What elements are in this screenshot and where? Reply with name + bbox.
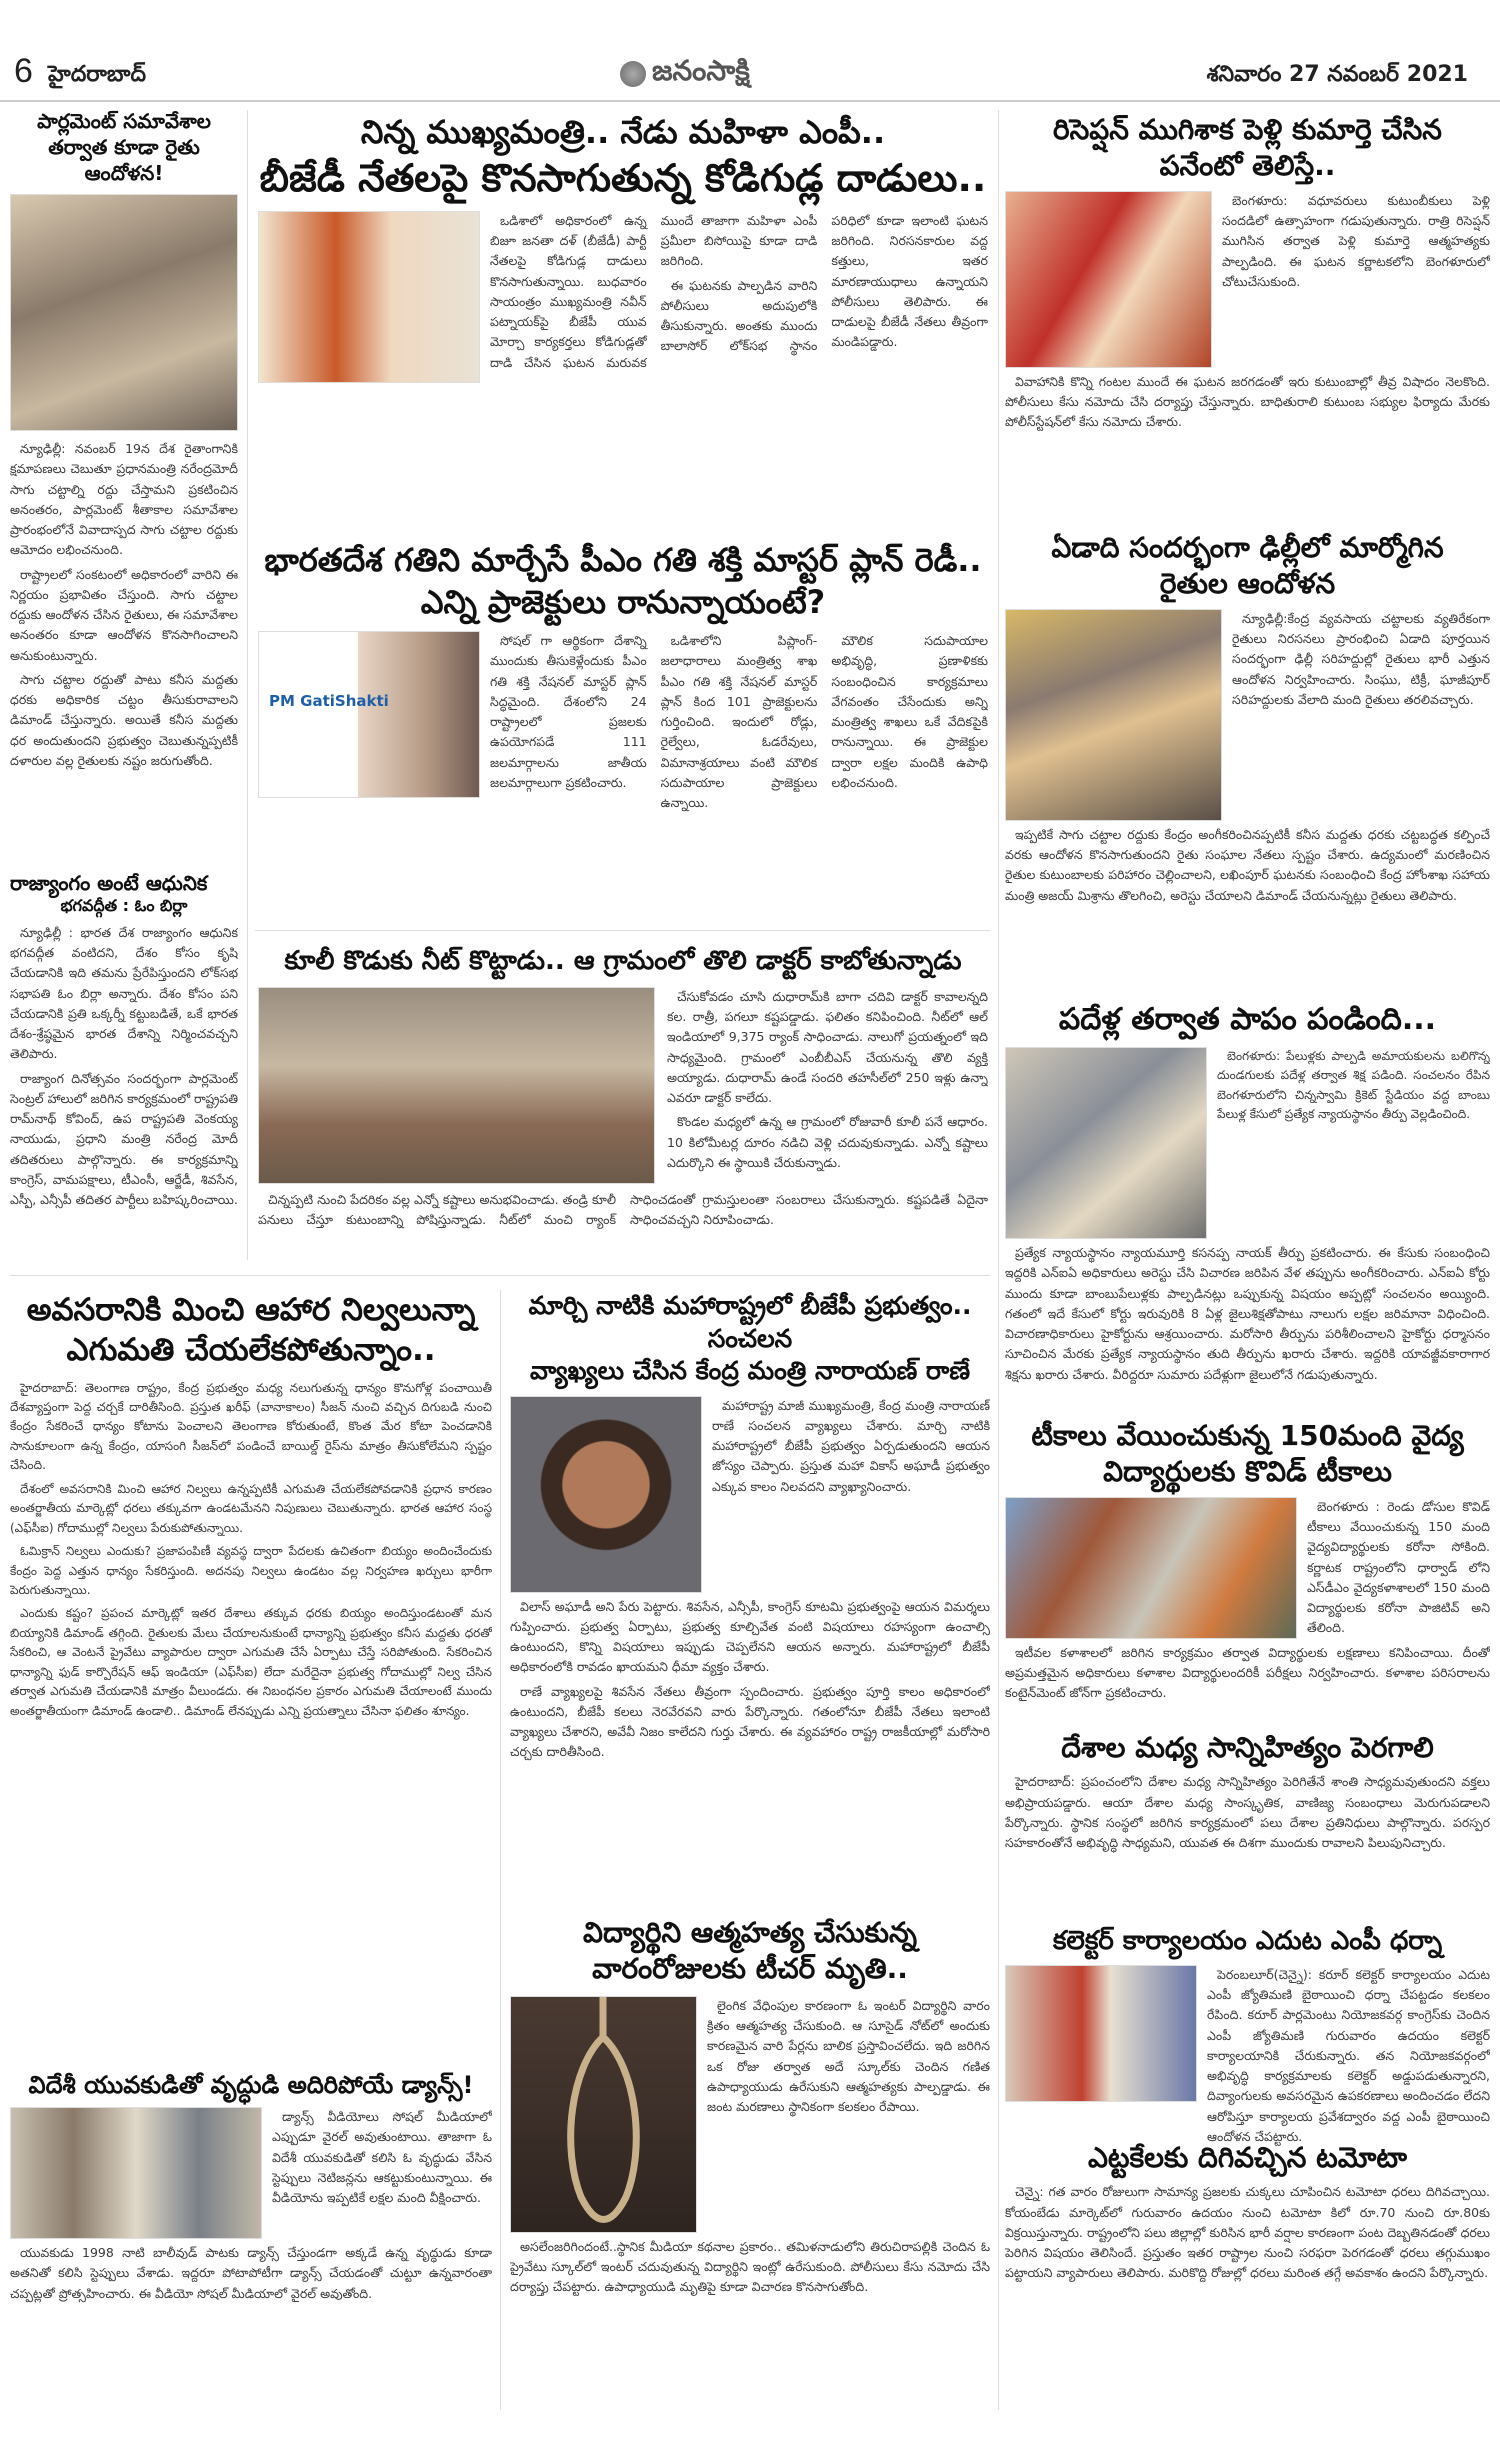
paragraph: బెంగళూరు: వధూవరులు కుటుంబీకులు పెళ్లి సందడిలో ఉత్సాహంగా గడుపుతున్నారు. రాత్రి రిసెప్షన్ ముగిసిన తర్వాత పెళ్లి కుమార్తె ఆత్మహత్యకు పాల్పడింది. ఈ ఘటన కర్ణాటకలోని బెంగళూరులో చోటుచేసుకుంది.: [1222, 192, 1490, 289]
paper-name: జనంసాక్షి: [652, 54, 750, 87]
mp-photo: [258, 211, 480, 383]
page-header: [0, 40, 1500, 102]
paragraph: ఓమిక్రాన్ నిల్వలు ఎందుకు? ప్రజాపంపిణీ వ్యవస్థ ద్వారా పేదలకు ఉచితంగా బియ్యం అందించేందుకు కేంద్రం పెద్ద ఎత్తున ధాన్యం సేకరిస్తుంది. అదనపు నిల్వలు ఉండటం వల్ల నిర్వహణ ఖర్చులు భారీగా పెరుగుతున్నాయి.: [10, 1544, 492, 1597]
article-body-continued: [1005, 825, 1490, 965]
article-body: [1232, 609, 1490, 819]
article-body: [10, 923, 238, 1243]
article-body-continued: [1005, 372, 1490, 482]
gati-shakti-photo: [258, 631, 480, 798]
paragraph: చెన్నై: గత వారం రోజులుగా సామాన్య ప్రజలకు చుక్కలు చూపించిన టమోటా ధరలు దిగివచ్చాయి. కోయంబేడు మార్కెట్‌లో గురువారం ఉదయం నుంచి టమోటా కిలో రూ.70 నుంచి రూ.80కు విక్రయిస్తున్నారు. రాష్ట్రంలోని పలు జిల్లాల్లో కురిసిన భారీ వర్షాల కారణంగా పంట దెబ్బతినడంతో ధరలు పెరిగిన విషయం తెలిసిందే. ప్రస్తుతం ఇతర రాష్ట్రాల నుంచి సరఫరా పెరగడంతో ధరలు తగ్గుముఖం పట్టాయని వ్యాపారులు తెలిపారు. మరికొద్ది రోజుల్లో ధరలు మరింత తగ్గే అవకాశం ఉందని పేర్కొన్నారు.: [1005, 2184, 1490, 2281]
article-body: [1207, 1965, 1490, 2155]
article-body-continued: [1005, 1243, 1490, 1428]
headline: రాజ్యాంగం అంటే ఆధునిక: [10, 871, 208, 895]
headline-line1: రిసెప్షన్ ముగిశాక పెళ్లి కుమార్తె చేసిన: [1053, 113, 1442, 146]
article-body: [1005, 2182, 1490, 2382]
article-food-grain: [10, 1290, 492, 2039]
paragraph: ఇటీవల కళాశాలలో జరిగిన కార్యక్రమం తర్వాత విద్యార్థులకు లక్షణాలు కనిపించాయి. దీంతో అప్రమత్తమైన అధికారులు కళాశాల విద్యార్థులందరికీ పరీక్షలు నిర్వహించారు. కళాశాల పరిసరాలను కంటైన్‌మెంట్ జోన్‌గా ప్రకటించారు.: [1005, 1644, 1490, 1701]
headline-line1: మార్చి నాటికి మహారాష్ట్రలో బీజేపీ ప్రభుత్వం.. సంచలన: [528, 1291, 972, 1353]
headline-line2: వారంరోజులకు టీచర్ మృతి..: [592, 1952, 908, 1986]
paragraph: రాణే వ్యాఖ్యలపై శివసేన నేతలు తీవ్రంగా స్పందించారు. ప్రభుత్వం పూర్తి కాలం అధికారంలో ఉంటుందని, బీజేపీ కలలు నెరవేరవని వారు పేర్కొన్నారు. గతంలోనూ బీజేపీ నేతలు ఇలాంటి వ్యాఖ్యలు చేశారని, అవేవీ నిజం కాలేదని గుర్తు చేశారు. ఈ వ్యవహారం రాష్ట్ర రాజకీయాల్లో మరోసారి చర్చకు దారితీసింది.: [510, 1683, 990, 1760]
section-divider: [255, 930, 990, 931]
farmers-rally-photo: [1005, 609, 1222, 821]
paragraph: వివాహానికి కొన్ని గంటల ముందే ఈ ఘటన జరగడంతో ఇరు కుటుంబాల్లో తీవ్ర విషాదం నెలకొంది. పోలీసులు కేసు నమోదు చేసి దర్యాప్తు చేస్తున్నారు. బాధితురాలి కుటుంబ సభ్యుల ఫిర్యాదు మేరకు పోలీస్‌స్టేషన్‌లో కేసు నమోదు చేశారు.: [1005, 373, 1490, 430]
paragraph: మౌలిక సదుపాయాల అభివృద్ధి, ప్రణాళికకు సంబంధించిన కార్యక్రమాలు వేగవంతం చేసేందుకు అన్ని మంత్రిత్వ శాఖలు ఒకే వేదికపైకి రానున్నాయి. ఈ ప్రాజెక్టుల ద్వారా లక్షల మందికి ఉపాధి లభించనుంది.: [831, 633, 988, 790]
headline-line1: విద్యార్థిని ఆత్మహత్య చేసుకున్న: [583, 1916, 917, 1949]
paragraph: సాగు చట్టాల రద్దుతో పాటు కనీస మద్దతు ధరకు అధికారిక చట్టం తీసుకురావాలని డిమాండ్ చేస్తున్నారు. అయితే కనీస మద్దతు ధర అందుతుందని ప్రభుత్వం చెబుతున్నప్పటికీ దళారుల వల్ల రైతులకు నష్టం జరుగుతోంది.: [10, 671, 238, 768]
paragraph: హైదరాబాద్: తెలంగాణ రాష్ట్రం, కేంద్ర ప్రభుత్వం మధ్య నలుగుతున్న ధాన్యం కొనుగోళ్ల పంచాయితీ దేశవ్యాప్తంగా పెద్ద చర్చకే దారితీసింది. ప్రస్తుత ఖరీఫ్ (వానాకాలం) సీజన్ నుంచి వచ్చిన దిగుబడి నుంచి కేంద్రం సేకరించే ధాన్యం కోటాను పెంచాలని తెలంగాణ కోరుతుంటే, కొంత మేర కోటా పెంచడానికి సానుకూలంగా ఉన్న కేంద్రం, యాసంగి సీజన్‌లో పండించే బాయిల్డ్ రైస్‌ను మాత్రం తీసుకోలేమని స్పష్టం చేసింది.: [10, 1380, 492, 1473]
article-body: [1222, 191, 1490, 366]
headline-line2: ఎన్ని ప్రాజెక్టులు రానున్నాయంటే?: [420, 582, 826, 621]
paragraph: విలాస్ అఘాడీ అని పేరు పెట్టారు. శివసేన, ఎన్సీపీ, కాంగ్రెస్ కూటమి ప్రభుత్వంపై ఆయన విమర్శలు గుప్పించారు. ప్రభుత్వ ఏర్పాటు, ప్రభుత్వ కూల్చివేత వంటి విషయాలు రహస్యంగా ఉంచాల్సి ఉంటుందని, కొన్ని విషయాలు ఇప్పుడు చెప్పలేనని ఆయన అన్నారు. మహారాష్ట్రలో బీజేపీ అధికారంలోకి రావడం ఖాయమని ధీమా వ్యక్తం చేశారు.: [510, 1598, 990, 1675]
section-city: హైదరాబాద్: [48, 62, 146, 87]
paragraph: ప్రత్యేక న్యాయస్థానం న్యాయమూర్తి కసనప్ప నాయక్ తీర్పు ప్రకటించారు. ఈ కేసుకు సంబంధించి ఇద్దరికి ఎన్ఐఏ అధికారులు అరెస్టు చేసి విచారణ జరిపిన వేళ తప్పును అంగీకరించారు. ఎన్ఐఏ కోర్టు ముందు కూడా బాంబుపేలుళ్లకు పాల్పడినట్లు ఒప్పుకున్న విషయం అప్పట్లో సంచలనం అయ్యింది. గతంలో ఇదే కేసులో కోర్టు ఇరువురికి 8 ఏళ్ల జైలుశిక్షతోపాటు నాలుగు లక్షల జరిమానా విధించింది. విచారణాధికారులు హైకోర్టును ఆశ్రయించారు. మరోసారి తీర్పును పరిశీలించాలని హైకోర్టు ధర్మాసనం సూచించిన మేరకు ప్రత్యేక న్యాయస్థానం తుది తీర్పును ఖరారు చేశారు. ఇద్దరికి యావజ్జీవకారాగార శిక్షను ఖరారు చేశారు. వీరిద్దరూ సుమారు పదేళ్లుగా జైలులోనే గడుపుతున్నారు.: [1005, 1245, 1490, 1382]
article-wedding: [1005, 112, 1490, 482]
subheadline: భగవద్గీత : ఓం బిర్లా: [60, 896, 188, 915]
article-body: [10, 439, 238, 879]
paragraph: కొండల మధ్యలో ఉన్న ఆ గ్రామంలో రోజువారీ కూలీ పనే ఆధారం. 10 కిలోమీటర్ల దూరం నడిచి వెళ్లి చదువుకున్నాడు. ఎన్నో కష్టాలు ఎదుర్కొని ఈ స్థాయికి చేరుకున్నాడు.: [667, 1114, 988, 1170]
article-countries: [1005, 1730, 1490, 1902]
article-vaccines: [1005, 1418, 1490, 1733]
paragraph: డ్యాన్స్ వీడియోలు సోషల్ మీడియాలో ఎప్పుడూ వైరల్ అవుతుంటాయి. తాజాగా ఓ విదేశీ యువకుడితో కలిసి ఓ వృద్ధుడు వేసిన స్టెప్పులు నెటిజన్లను ఆకట్టుకుంటున్నాయి. ఈ వీడియోను ఇప్పటికే లక్షల మంది వీక్షించారు.: [272, 2109, 492, 2206]
paragraph: ఇప్పటికే సాగు చట్టాల రద్దుకు కేంద్రం అంగీకరించినప్పటికీ కనీస మద్దతు ధరకు చట్టబద్ధత కల్పించే వరకు ఆందోళన కొనసాగుతుందని రైతు సంఘాల నేతలు స్పష్టం చేశారు. ఉద్యమంలో మరణించిన రైతుల కుటుంబాలకు పరిహారం చెల్లించాలని, లఖింపూర్ ఘటనకు సంబంధించి కేంద్ర హోంశాఖ సహాయ మంత్రి అజయ్ మిశ్రాను తొలగించి, అరెస్టు చేయాలని డిమాండ్ చేయనున్నట్లు రైతులు తెలిపారు.: [1005, 826, 1490, 903]
headline: పదేళ్ల తర్వాత పాపం పండింది...: [1058, 1002, 1437, 1037]
article-collector-dharna: [1005, 1925, 1490, 2155]
family-photo: [258, 987, 655, 1184]
article-body: [490, 631, 988, 891]
paragraph: మహారాష్ట్ర మాజీ ముఖ్యమంత్రి, కేంద్ర మంత్రి నారాయణ్ రాణే సంచలన వ్యాఖ్యలు చేశారు. మార్చి నాటికి మహారాష్ట్రలో బీజేపీ ప్రభుత్వం ఏర్పడుతుందని ఆయన జోస్యం చెప్పారు. ప్రస్తుత మహా వికాస్ అఘాడీ ప్రభుత్వం ఎక్కువ కాలం నిలవదని వ్యాఖ్యానించారు.: [712, 1397, 990, 1494]
article-body: [1217, 1047, 1490, 1237]
headline-line2: వ్యాఖ్యలు చేసిన కేంద్ర మంత్రి నారాయణ్ రాణే: [529, 1356, 971, 1385]
paragraph: చేసుకోవడం చూసి దుధారామ్‌కి బాగా చదివి డాక్టర్ కావాలన్నది కల. రాత్రీ, పగలూ కష్టపడ్డాడు. ఫలితం కనిపించింది. నీట్‌లో ఆల్ ఇండియాలో 9,375 ర్యాంక్ సాధించాడు. నాలుగో ప్రయత్నంలో ఇది సాధ్యమైంది. గ్రామంలో ఎంబీబీఎస్ చేయనున్న తొలి వ్యక్తి అయ్యాడు. దుధారామ్ ఉండే సందరి తహసీల్‌లో 250 ఇళ్లు ఉన్నా ఎవరూ డాక్టర్ కాలేదు.: [667, 988, 988, 1106]
paragraph: పెరంబలూర్(చెన్నై): కరూర్ కలెక్టర్ కార్యాలయం ఎదుట ఎంపీ జ్యోతిమణి బైఠాయించి ధర్నా చేపట్టడం కలకలం రేపింది. కరూర్ పార్లమెంటు నియోజకవర్గ కాంగ్రెస్‌కు చెందిన ఎంపీ జ్యోతిమణి గురువారం ఉదయం కలెక్టర్ కార్యాలయానికి చేరుకున్నారు. తన నియోజకవర్గంలో అభివృద్ధి కార్యక్రమాలకు కలెక్టర్ అడ్డుపడుతున్నారని, దివ్యాంగులకు అవసరమైన ఉపకరణాలు అందించడం లేదని ఆరోపిస్తూ కార్యాలయ ప్రవేశద్వారం వద్ద ఎంపీ బైఠాయించి ఆందోళన చేపట్టారు.: [1207, 1966, 1490, 2144]
paragraph: రాజ్యాంగ దినోత్సవం సందర్భంగా పార్లమెంట్ సెంట్రల్ హాలులో జరిగిన కార్యక్రమంలో రాష్ట్రపతి రామ్‌నాథ్ కోవింద్, ఉప రాష్ట్రపతి వెంకయ్య నాయుడు, ప్రధాని మంత్రి నరేంద్ర మోదీ తదితరులు పాల్గొన్నారు. ఈ కార్యక్రమాన్ని కాంగ్రెస్, వామపక్షాలు, టీఎంసీ, ఆర్జేడీ, శివసేన, ఎస్పీ, ఎన్సీపీ తదితర పార్టీలు బహిష్కరించాయి.: [10, 1070, 238, 1208]
headline-line1: టీకాలు వేయించుకున్న 150మంది వైద్య: [1031, 1419, 1464, 1452]
article-farmers-protest: [10, 108, 238, 879]
masthead-logo: [620, 54, 750, 94]
article-body: [490, 211, 988, 521]
paragraph: చిన్నప్పటి నుంచి పేదరికం వల్ల ఎన్నో కష్టాలు అనుభవించాడు. తండ్రి కూలీ పనులు చేస్తూ కుటుంబాన్ని పోషిస్తున్నాడు. నీట్‌లో మంచి ర్యాంక్ సాధించడంతో గ్రామస్తులంతా సంబరాలు చేసుకున్నారు. కష్టపడితే ఏదైనా సాధించవచ్చని నిరూపించాడు.: [258, 1191, 988, 1228]
article-tomato: [1005, 2140, 1490, 2382]
paragraph: హైదరాబాద్: ప్రపంచంలోని దేశాల మధ్య సాన్నిహిత్యం పెరిగితేనే శాంతి సాధ్యమవుతుందని వక్తలు అభిప్రాయపడ్డారు. ఆయా దేశాల మధ్య సాంస్కృతిక, వాణిజ్య సంబంధాలు మెరుగుపడాలని పేర్కొన్నారు. స్థానిక సంస్థలో జరిగిన కార్యక్రమంలో పలు దేశాల ప్రతినిధులు పాల్గొన్నారు. పరస్పర సహకారంతోనే అభివృద్ధి సాధ్యమని, యువత ఈ దిశగా ముందుకు రావాలని పిలుపునిచ్చారు.: [1005, 1774, 1490, 1851]
article-delhi-farmers: [1005, 530, 1490, 965]
headline-line2: విద్యార్థులకు కొవిడ్ టీకాలు: [1103, 1455, 1392, 1489]
article-body-continued: [510, 2237, 990, 2387]
article-body-right: [712, 1396, 990, 1591]
paragraph: లైంగిక వేధింపుల కారణంగా ఓ ఇంటర్ విద్యార్థిని వారం క్రితం ఆత్మహత్య చేసుకుంది. ఆ సూసైడ్ నోట్‌లో అందుకు కారణమైన వారి పేర్లను బాలిక ప్రస్తావించలేదు. ఇది జరిగిన ఒక రోజు తర్వాత అదే స్కూల్‌కు చెందిన గణిత ఉపాధ్యాయుడు ఉరేసుకుని ఆత్మహత్యకు పాల్పడ్డాడు. ఈ జంట మరణాలు స్థానికంగా కలకలం రేపాయి.: [707, 1997, 990, 2115]
headline: ఎట్టకేలకు దిగివచ్చిన టమోటా: [1088, 2141, 1407, 2174]
article-body: [1307, 1497, 1490, 1637]
headline-line2: పనేంటో తెలిస్తే..: [1159, 149, 1336, 183]
headline-line2: బీజేడీ నేతలపై కొనసాగుతున్న కోడిగుడ్ల దాడులు..: [259, 155, 987, 200]
headline: కూలీ కొడుకు నీట్ కొట్టాడు.. ఆ గ్రామంలో తొలి డాక్టర్ కాబోతున్నాడు: [284, 946, 962, 976]
wedding-photo: [1005, 191, 1212, 368]
paragraph: ఎందుకు కష్టం? ప్రపంచ మార్కెట్లో ఇతర దేశాలు తక్కువ ధరకు బియ్యం అందిస్తుండటంతో మన బియ్యానికి డిమాండ్ తగ్గింది. రైతులకు మేలు చేయాలనుకుంటే ధాన్యాన్ని ప్రభుత్వం కనీస మద్దతు ధరతో సేకరించి, ఆ వెంటనే ప్రైవేటు వ్యాపారుల ద్వారా ఎగుమతి చేసే ఏర్పాటు చేస్తే సరిపోతుంది. సేకరించిన ధాన్యాన్ని ఫుడ్ కార్పొరేషన్ ఆఫ్ ఇండియా (ఎఫ్‌సీఐ) లేదా మరేదైనా ప్రభుత్వ గోదాముల్లో నిల్వ చేసిన తర్వాత ఎగుమతి చేయడానికి మాత్రం వీలుండదు. ఈ నిబంధనల ప్రకారం ఎగుమతి చేయాలంటే ముందు అంతర్జాతీయంగా డిమాండ్ ఉండాలి.. డిమాండ్ లేనప్పుడు ఎన్ని ప్రయత్నాలు చేసినా ఫలితం శూన్యం.: [10, 1606, 492, 1718]
logo-emblem-icon: [620, 61, 646, 87]
page-number: 6: [14, 52, 33, 90]
paragraph: రాష్ట్రాలలో సంకటంలో అధికారంలో వారిని ఈ నిర్ణయం ప్రభావితం చేస్తుంది. సాగు చట్టాల రద్దుకు ఆందోళన చేసిన రైతులు, ఈ సమావేశాల అనంతరం కూడా ఆందోళన కొనసాగించాలని అనుకుంటున్నారు.: [10, 566, 238, 663]
article-body: [1005, 1772, 1490, 1902]
police-photo: [1005, 1047, 1207, 1239]
article-constitution: [10, 870, 238, 1243]
article-ten-years: [1005, 1000, 1490, 1428]
article-body-right: [667, 987, 988, 1182]
paragraph: న్యూఢిల్లీ: నవంబర్ 19న దేశ రైతాంగానికి క్షమాపణలు చెబుతూ ప్రధానమంత్రి నరేంద్రమోదీ సాగు చట్టాల్ని రద్దు చేస్తామని ప్రకటించిన అనంతరం, పార్లమెంట్ శీతాకాల సమావేశాల ప్రారంభంలోనే వివాదాస్పద సాగు చట్టాల రద్దుకు ఆమోదం లభించనుంది.: [10, 441, 238, 558]
headline: విదేశీ యువకుడితో వృద్ధుడి అదిరిపోయే డ్యాన్స్!: [28, 2071, 474, 2099]
paragraph: అసలేంజరిగిందంటే..స్థానిక మీడియా కథనాల ప్రకారం.. తమిళనాడులోని తిరుచిరాపల్లికి చెందిన ఓ ప్రైవేటు స్కూల్‌లో ఇంటర్ చదువుతున్న విద్యార్థిని ఇంట్లో ఉరేసుకుంది. పోలీసులు కేసు నమోదు చేసి దర్యాప్తు చేపట్టారు. ఉపాధ్యాయుడి మృతిపై కూడా విచారణ కొనసాగుతోంది.: [510, 2238, 990, 2295]
dance-video-stills: [10, 2107, 262, 2239]
headline-line1: భారతదేశ గతిని మార్చేసే పీఎం గతి శక్తి మాస్టర్ ప్లాన్ రెడీ..: [264, 541, 982, 579]
paragraph: బెంగళూరు : రెండు డోసుల కొవిడ్ టీకాలు వేయించుకున్న 150 మంది వైద్యవిద్యార్థులకు కరోనా సోకింది. కర్ణాటక రాష్ట్రంలోని ధార్వాడ్ లోని ఎస్‌డీఎం వైద్యకళాశాలలో 150 మంది విద్యార్థులకు కరోనా పాజిటివ్ అని తేలింది.: [1307, 1498, 1490, 1636]
paragraph: దేశంలో అవసరానికి మించి ఆహార నిల్వలు ఉన్నప్పటికీ ఎగుమతి చేయలేకపోవడానికి ప్రధాన కారణం అంతర్జాతీయ మార్కెట్లో ధరలు తక్కువగా ఉండటమేనని నిపుణులు చెబుతున్నారు. భారత ఆహార సంస్థ (ఎఫ్‌సీఐ) గోదాముల్లో నిల్వలు పేరుకుపోతున్నాయి.: [10, 1481, 492, 1535]
article-egg-attacks: [258, 112, 988, 521]
paragraph: సోషల్ గా ఆర్థికంగా దేశాన్ని ముందుకు తీసుకెళ్లేందుకు పీఎం గతి శక్తి నేషనల్ మాస్టర్ ప్లాన్ సిద్ధమైంది. దేశంలోని 24 రాష్ట్రాలలో ప్రజలకు ఉపయోగపడే 111 జలమార్గాలను జాతీయ జలమార్గాలుగా ప్రకటించారు.: [490, 633, 647, 790]
paragraph: ఒడిశాలో అధికారంలో ఉన్న బిజూ జనతా దళ్ (బీజేడీ) పార్టీ నేతలపై కోడిగుడ్ల దాడులు కొనసాగుతున్నాయి. బుధవారం సాయంత్రం ముఖ్యమంత్రి నవీన్ పట్నాయక్‌పై బీజేపీ యువ మోర్చా కార్యకర్తలు కోడిగుడ్లతో దాడి చేసిన ఘటన మరువక ముందే తాజాగా మహిళా ఎంపీ ప్రమీలా బిసోయిపై కూడా దాడి జరిగింది.: [490, 212, 818, 370]
headline-line1: అవసరానికి మించి ఆహార నిల్వలున్నా: [26, 1292, 476, 1328]
mp-dharna-photo: [1005, 1965, 1197, 2102]
article-body: [272, 2107, 492, 2237]
article-body: [10, 1379, 492, 2039]
headline-line1: ఏడాది సందర్భంగా ఢిల్లీలో మార్మోగిన: [1051, 531, 1444, 564]
article-gati-shakti: [258, 540, 988, 891]
headline-line1: నిన్న ముఖ్యమంత్రి.. నేడు మహిళా ఎంపీ..: [360, 113, 886, 151]
protest-photo: [10, 194, 238, 431]
headline: కలెక్టర్ కార్యాలయం ఎదుట ఎంపీ ధర్నా: [1052, 1926, 1443, 1956]
narayan-rane-photo: [510, 1396, 702, 1593]
article-dance: [10, 2070, 492, 2403]
paragraph: ఈ ఘటనకు పాల్పడిన వారిని పోలీసులు అదుపులోకి తీసుకున్నారు. అంతకు ముందు బాలాసోర్ లోక్‌సభ స్థానం పరిధిలో కూడా ఇలాంటి ఘటన జరిగింది. నిరసనకారుల వద్ద కత్తులు, ఇతర మారణాయుధాలు ఉన్నాయని పోలీసులు తెలిపారు. ఈ దాడులపై బీజేడీ నేతలు తీవ్రంగా మండిపడ్డారు.: [660, 212, 988, 354]
column-divider: [998, 110, 999, 2410]
paragraph: బెంగళూరు: పేలుళ్లకు పాల్పడి అమాయకులను బలిగొన్న దుండగులకు పదేళ్ల తర్వాత శిక్ష పడింది. సంచలనం రేపిన బెంగళూరులోని చిన్నస్వామి క్రికెట్ స్టేడియం వద్ద బాంబు పేలుళ్ల కేసులో ప్రత్యేక న్యాయస్థానం తీర్పు వెల్లడించింది.: [1217, 1049, 1490, 1122]
paragraph: యువకుడు 1998 నాటి బాలీవుడ్ పాటకు డ్యాన్స్ చేస్తుండగా అక్కడే ఉన్న వృద్ధుడు కూడా అతనితో కలిసి స్టెప్పులు వేశాడు. ఇద్దరూ పోటాపోటీగా డ్యాన్స్ చేయడంతో చుట్టూ ఉన్నవారంతా చప్పట్లతో ప్రోత్సహించారు. ఈ వీడియో సోషల్ మీడియాలో వైరల్ అవుతోంది.: [10, 2245, 492, 2301]
noose-icon: [511, 1997, 696, 2232]
article-body-continued: [1005, 1643, 1490, 1733]
column-divider: [247, 110, 248, 1260]
paragraph: ఒడిశాలోని పిప్లాంగ్-జలాధారాలు మంత్రిత్వ శాఖ పీఎం గతి శక్తి నేషనల్ మాస్టర్ ప్లాన్ కింద 101 ప్రాజెక్టులను గుర్తించింది. ఇందులో రోడ్లు, రైల్వేలు, ఓడరేవులు, విమానాశ్రయాలు వంటి మౌలిక సదుపాయాల ప్రాజెక్టులు ఉన్నాయి.: [660, 633, 818, 811]
section-divider: [10, 1275, 990, 1276]
paragraph: న్యూఢిల్లీ:కేంద్ర వ్యవసాయ చట్టాలకు వ్యతిరేకంగా రైతులు నిరసనలు ప్రారంభించి ఏడాది పూర్తయిన సందర్భంగా ఢిల్లీ సరిహద్దుల్లో రైతులు భారీ ఎత్తున ఆందోళన నిర్వహించారు. సింఘు, టిక్రీ, ఘాజీపూర్ సరిహద్దులకు వేలాది మంది రైతులు తరలివచ్చారు.: [1232, 610, 1490, 707]
headline: దేశాల మధ్య సాన్నిహిత్యం పెరగాలి: [1061, 1731, 1434, 1764]
article-narayan-rane: [510, 1290, 990, 1887]
headline-line2: రైతుల ఆందోళన: [1159, 567, 1336, 601]
article-body-continued: [10, 2243, 492, 2403]
article-teacher-death: [510, 1915, 990, 2387]
photo-caption: PM GatiShakti: [269, 692, 389, 711]
article-body-bottom: [510, 1597, 990, 1887]
noose-photo: [510, 1996, 697, 2233]
article-doctor-son: [258, 945, 988, 1260]
paragraph: న్యూఢిల్లీ : భారత దేశ రాజ్యాంగం ఆధునిక భగవద్గీత వంటిదని, దేశం కోసం కృషి చేయడానికి ఇది తమను ప్రేరేపిస్తుందని లోక్‌సభ సభాపతి ఓం బిర్లా అన్నారు. దేశం కోసం పని చేయడానికి ప్రతి ఒక్కర్నీ కట్టుబడితే, ఒకే భారత దేశం-శ్రేష్ఠమైన భారత దేశాన్ని నిర్మించవచ్చని తెలిపారు.: [10, 924, 238, 1062]
column-divider: [500, 1290, 501, 2410]
article-body: [707, 1996, 990, 2231]
medical-students-photo: [1005, 1497, 1297, 1639]
article-body-bottom: [258, 1190, 988, 1260]
issue-date: శనివారం 27 నవంబర్ 2021: [1206, 62, 1468, 87]
headline: పార్లమెంట్ సమావేశాల తర్వాత కూడా రైతు ఆందోళన!: [37, 109, 211, 185]
headline-line2: ఎగుమతి చేయలేకపోతున్నాం..: [66, 1332, 436, 1369]
